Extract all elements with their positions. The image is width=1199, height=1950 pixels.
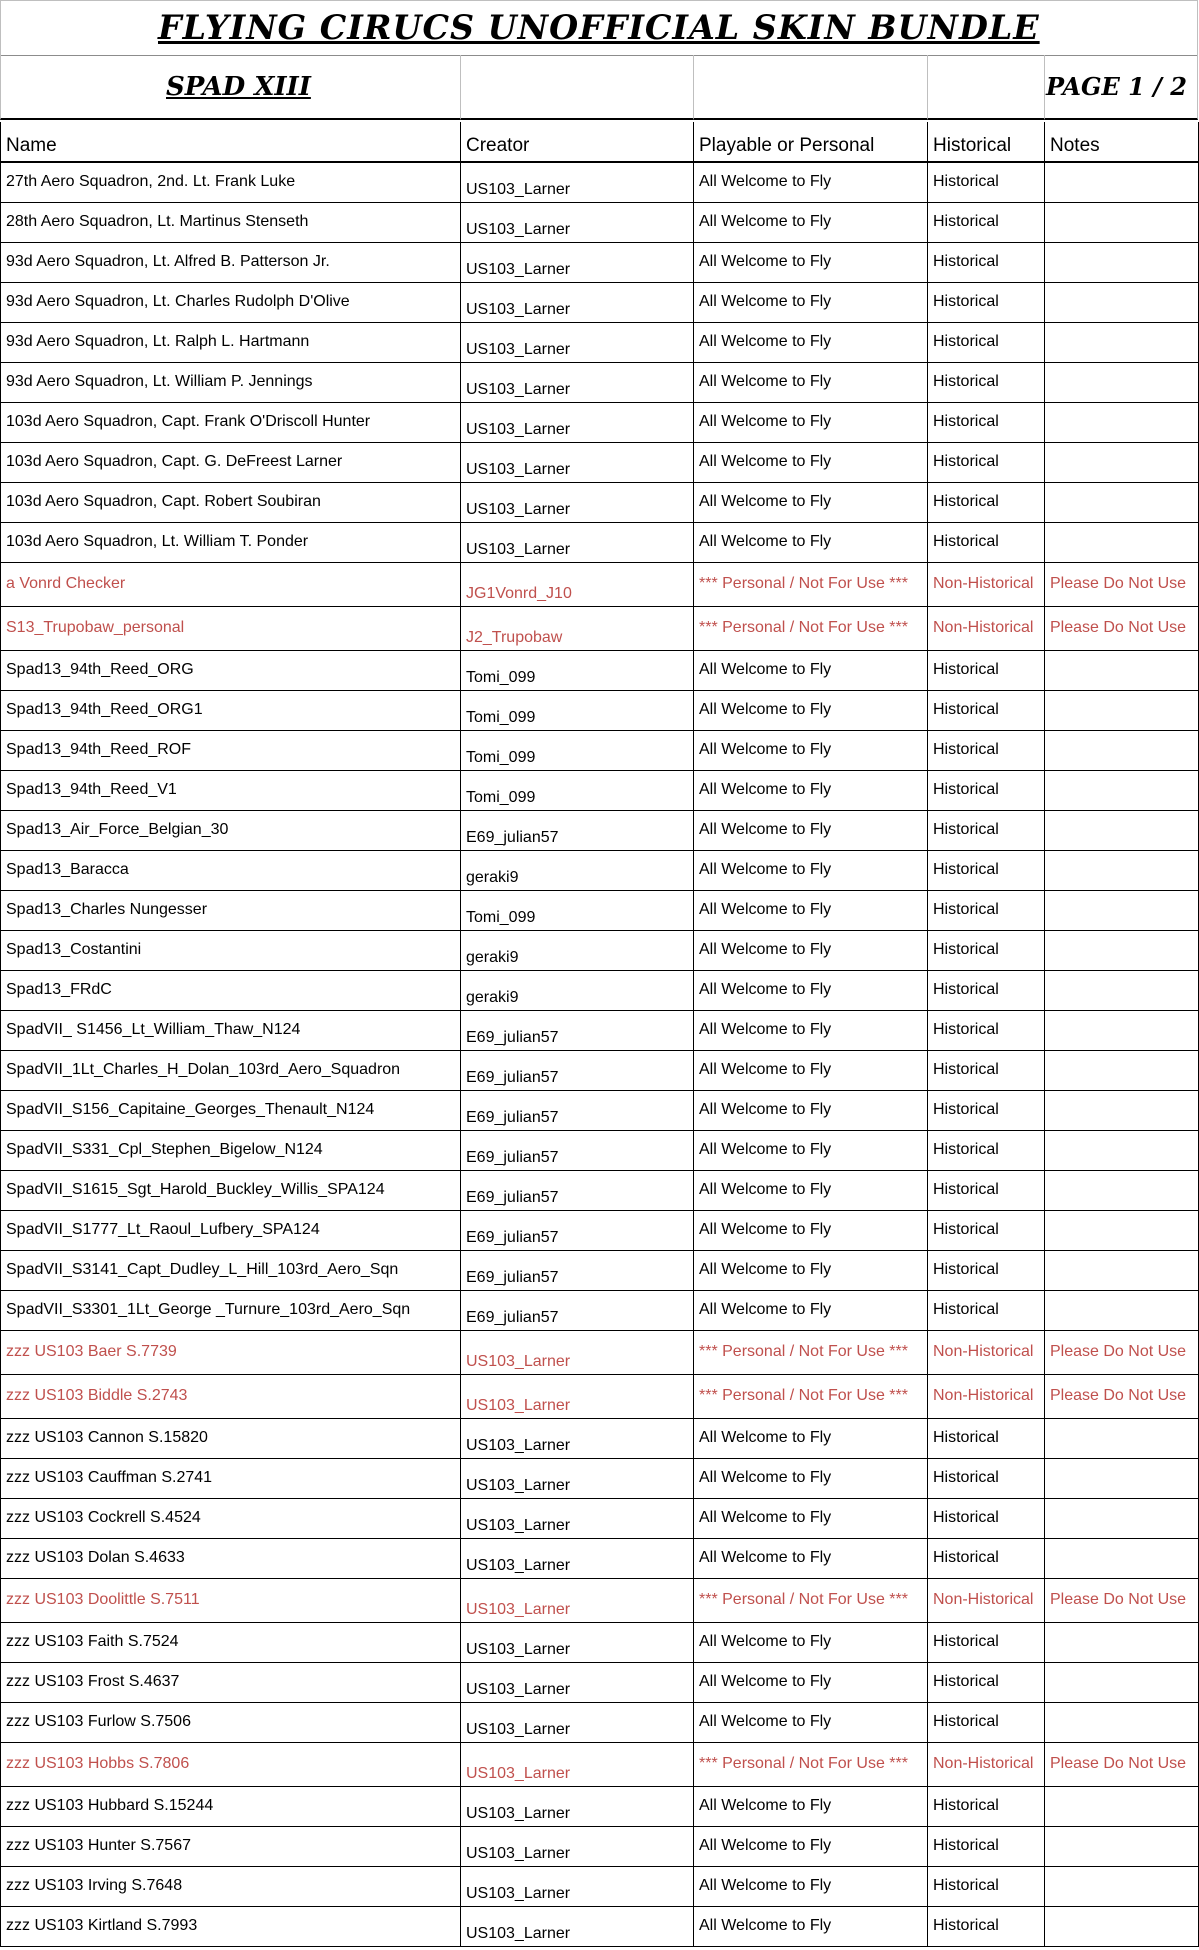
cell-name: 93d Aero Squadron, Lt. Ralph L. Hartmann <box>1 322 461 362</box>
table-row <box>1 1374 1199 1418</box>
table-row <box>1 1330 1199 1374</box>
cell-historical: Historical <box>928 362 1045 402</box>
cell-creator: US103_Larner <box>461 162 694 202</box>
cell-creator: US103_Larner <box>461 1702 694 1742</box>
cell-name: 93d Aero Squadron, Lt. William P. Jennings <box>1 362 461 402</box>
table-row <box>1 162 1199 202</box>
cell-playable: *** Personal / Not For Use *** <box>694 1374 928 1418</box>
cell-notes: Please Do Not Use <box>1045 1742 1199 1786</box>
cell-notes: Please Do Not Use <box>1045 1374 1199 1418</box>
cell-name: 93d Aero Squadron, Lt. Alfred B. Patterson Jr. <box>1 242 461 282</box>
cell-creator: geraki9 <box>461 970 694 1010</box>
cell-notes <box>1045 1130 1199 1170</box>
cell-name: SpadVII_S1615_Sgt_Harold_Buckley_Willis_SPA124 <box>1 1170 461 1210</box>
cell-playable: All Welcome to Fly <box>694 730 928 770</box>
cell-playable: All Welcome to Fly <box>694 162 928 202</box>
cell-creator: US103_Larner <box>461 1538 694 1578</box>
cell-name: zzz US103 Irving S.7648 <box>1 1866 461 1906</box>
cell-playable: All Welcome to Fly <box>694 1250 928 1290</box>
cell-notes: Please Do Not Use <box>1045 606 1199 650</box>
cell-name: SpadVII_S156_Capitaine_Georges_Thenault_N124 <box>1 1090 461 1130</box>
cell-name: 93d Aero Squadron, Lt. Charles Rudolph D'Olive <box>1 282 461 322</box>
table-row <box>1 1458 1199 1498</box>
cell-notes <box>1045 242 1199 282</box>
cell-historical: Historical <box>928 1130 1045 1170</box>
cell-notes <box>1045 522 1199 562</box>
table-row <box>1 402 1199 442</box>
cell-historical: Historical <box>928 1458 1045 1498</box>
cell-historical: Historical <box>928 1826 1045 1866</box>
column-header-notes: Notes <box>1045 122 1199 162</box>
cell-name: 103d Aero Squadron, Lt. William T. Ponder <box>1 522 461 562</box>
cell-name: SpadVII_S3141_Capt_Dudley_L_Hill_103rd_Aero_Sqn <box>1 1250 461 1290</box>
cell-notes <box>1045 1418 1199 1458</box>
cell-creator: US103_Larner <box>461 1662 694 1702</box>
page-number: PAGE 1 / 2 <box>1046 72 1187 101</box>
table-row <box>1 1538 1199 1578</box>
table-row <box>1 970 1199 1010</box>
column-header-historical: Historical <box>928 122 1045 162</box>
cell-notes <box>1045 482 1199 522</box>
page-number-cell <box>1045 55 1198 120</box>
cell-creator: E69_julian57 <box>461 1290 694 1330</box>
cell-creator: US103_Larner <box>461 522 694 562</box>
table-row <box>1 1130 1199 1170</box>
cell-notes <box>1045 1622 1199 1662</box>
table-row <box>1 442 1199 482</box>
table-row <box>1 810 1199 850</box>
cell-notes <box>1045 1458 1199 1498</box>
cell-name: 103d Aero Squadron, Capt. Robert Soubiran <box>1 482 461 522</box>
cell-playable: All Welcome to Fly <box>694 650 928 690</box>
table-row <box>1 242 1199 282</box>
empty-cell <box>694 55 928 120</box>
cell-creator: E69_julian57 <box>461 810 694 850</box>
table-row <box>1 1290 1199 1330</box>
cell-playable: All Welcome to Fly <box>694 1498 928 1538</box>
cell-name: Spad13_Charles Nungesser <box>1 890 461 930</box>
cell-notes <box>1045 442 1199 482</box>
table-row <box>1 1742 1199 1786</box>
subtitle-row <box>0 55 1198 120</box>
cell-creator: US103_Larner <box>461 242 694 282</box>
empty-cell <box>461 55 694 120</box>
cell-name: S13_Trupobaw_personal <box>1 606 461 650</box>
cell-playable: All Welcome to Fly <box>694 1130 928 1170</box>
cell-name: 103d Aero Squadron, Capt. G. DeFreest Larner <box>1 442 461 482</box>
cell-name: Spad13_94th_Reed_ROF <box>1 730 461 770</box>
cell-creator: E69_julian57 <box>461 1130 694 1170</box>
cell-notes <box>1045 890 1199 930</box>
cell-notes <box>1045 1010 1199 1050</box>
cell-playable: All Welcome to Fly <box>694 970 928 1010</box>
cell-historical: Historical <box>928 442 1045 482</box>
cell-creator: US103_Larner <box>461 482 694 522</box>
cell-name: zzz US103 Hunter S.7567 <box>1 1826 461 1866</box>
cell-playable: *** Personal / Not For Use *** <box>694 606 928 650</box>
cell-creator: US103_Larner <box>461 1742 694 1786</box>
cell-playable: All Welcome to Fly <box>694 1210 928 1250</box>
table-row <box>1 1210 1199 1250</box>
cell-creator: US103_Larner <box>461 1418 694 1458</box>
table-row <box>1 1866 1199 1906</box>
cell-historical: Non-Historical <box>928 1742 1045 1786</box>
table-row <box>1 1826 1199 1866</box>
column-header-playable: Playable or Personal <box>694 122 928 162</box>
table-row <box>1 770 1199 810</box>
cell-notes <box>1045 810 1199 850</box>
cell-playable: All Welcome to Fly <box>694 402 928 442</box>
cell-historical: Historical <box>928 1662 1045 1702</box>
cell-name: zzz US103 Biddle S.2743 <box>1 1374 461 1418</box>
cell-historical: Historical <box>928 1210 1045 1250</box>
cell-historical: Historical <box>928 1538 1045 1578</box>
cell-historical: Historical <box>928 242 1045 282</box>
cell-notes <box>1045 730 1199 770</box>
cell-notes <box>1045 1826 1199 1866</box>
table-row <box>1 1050 1199 1090</box>
header-row <box>1 122 1199 162</box>
column-header-name: Name <box>1 122 461 162</box>
table-row <box>1 362 1199 402</box>
cell-name: SpadVII_ S1456_Lt_William_Thaw_N124 <box>1 1010 461 1050</box>
cell-playable: All Welcome to Fly <box>694 1786 928 1826</box>
cell-playable: All Welcome to Fly <box>694 1418 928 1458</box>
cell-playable: All Welcome to Fly <box>694 890 928 930</box>
cell-creator: US103_Larner <box>461 1866 694 1906</box>
cell-name: Spad13_94th_Reed_ORG1 <box>1 690 461 730</box>
cell-creator: US103_Larner <box>461 1906 694 1946</box>
cell-historical: Historical <box>928 850 1045 890</box>
cell-playable: All Welcome to Fly <box>694 1170 928 1210</box>
cell-name: SpadVII_S1777_Lt_Raoul_Lufbery_SPA124 <box>1 1210 461 1250</box>
cell-creator: E69_julian57 <box>461 1250 694 1290</box>
cell-historical: Historical <box>928 1906 1045 1946</box>
table-row <box>1 850 1199 890</box>
cell-historical: Historical <box>928 1290 1045 1330</box>
cell-playable: All Welcome to Fly <box>694 1458 928 1498</box>
cell-playable: *** Personal / Not For Use *** <box>694 562 928 606</box>
cell-playable: *** Personal / Not For Use *** <box>694 1578 928 1622</box>
cell-historical: Historical <box>928 1702 1045 1742</box>
cell-historical: Historical <box>928 810 1045 850</box>
cell-historical: Non-Historical <box>928 562 1045 606</box>
cell-name: Spad13_Costantini <box>1 930 461 970</box>
cell-notes <box>1045 770 1199 810</box>
cell-historical: Historical <box>928 1170 1045 1210</box>
cell-notes <box>1045 1210 1199 1250</box>
table-row <box>1 562 1199 606</box>
cell-notes <box>1045 930 1199 970</box>
table-row <box>1 650 1199 690</box>
cell-name: zzz US103 Frost S.4637 <box>1 1662 461 1702</box>
table-body <box>1 162 1199 1946</box>
cell-playable: All Welcome to Fly <box>694 362 928 402</box>
table-row <box>1 930 1199 970</box>
cell-notes <box>1045 162 1199 202</box>
cell-playable: All Welcome to Fly <box>694 1702 928 1742</box>
cell-historical: Historical <box>928 690 1045 730</box>
skin-table <box>0 122 1199 1947</box>
cell-historical: Historical <box>928 890 1045 930</box>
table-row <box>1 1170 1199 1210</box>
cell-notes <box>1045 850 1199 890</box>
cell-creator: US103_Larner <box>461 1826 694 1866</box>
cell-creator: US103_Larner <box>461 402 694 442</box>
cell-name: zzz US103 Furlow S.7506 <box>1 1702 461 1742</box>
cell-creator: geraki9 <box>461 850 694 890</box>
cell-notes <box>1045 1090 1199 1130</box>
cell-playable: All Welcome to Fly <box>694 482 928 522</box>
cell-historical: Historical <box>928 770 1045 810</box>
cell-notes <box>1045 650 1199 690</box>
table-row <box>1 1010 1199 1050</box>
cell-creator: US103_Larner <box>461 282 694 322</box>
cell-creator: US103_Larner <box>461 1330 694 1374</box>
cell-historical: Historical <box>928 522 1045 562</box>
cell-name: 27th Aero Squadron, 2nd. Lt. Frank Luke <box>1 162 461 202</box>
cell-playable: All Welcome to Fly <box>694 1538 928 1578</box>
cell-creator: Tomi_099 <box>461 730 694 770</box>
cell-creator: US103_Larner <box>461 1498 694 1538</box>
cell-creator: US103_Larner <box>461 1786 694 1826</box>
cell-historical: Historical <box>928 1622 1045 1662</box>
table-row <box>1 202 1199 242</box>
cell-playable: All Welcome to Fly <box>694 810 928 850</box>
cell-name: a Vonrd Checker <box>1 562 461 606</box>
cell-playable: *** Personal / Not For Use *** <box>694 1330 928 1374</box>
title-row <box>0 0 1198 56</box>
cell-playable: All Welcome to Fly <box>694 690 928 730</box>
document-title: FLYING CIRUCS UNOFFICIAL SKIN BUNDLE <box>158 8 1040 48</box>
cell-name: SpadVII_1Lt_Charles_H_Dolan_103rd_Aero_Squadron <box>1 1050 461 1090</box>
cell-notes <box>1045 202 1199 242</box>
cell-historical: Historical <box>928 1090 1045 1130</box>
cell-notes: Please Do Not Use <box>1045 1330 1199 1374</box>
cell-playable: All Welcome to Fly <box>694 1826 928 1866</box>
table-row <box>1 1786 1199 1826</box>
cell-creator: Tomi_099 <box>461 890 694 930</box>
cell-playable: All Welcome to Fly <box>694 322 928 362</box>
table-row <box>1 1906 1199 1946</box>
cell-creator: E69_julian57 <box>461 1050 694 1090</box>
cell-notes <box>1045 1170 1199 1210</box>
cell-playable: All Welcome to Fly <box>694 1290 928 1330</box>
cell-notes <box>1045 1498 1199 1538</box>
cell-playable: *** Personal / Not For Use *** <box>694 1742 928 1786</box>
cell-creator: Tomi_099 <box>461 770 694 810</box>
cell-notes: Please Do Not Use <box>1045 1578 1199 1622</box>
cell-playable: All Welcome to Fly <box>694 1622 928 1662</box>
cell-creator: E69_julian57 <box>461 1170 694 1210</box>
cell-creator: geraki9 <box>461 930 694 970</box>
table-row <box>1 1622 1199 1662</box>
cell-name: zzz US103 Cockrell S.4524 <box>1 1498 461 1538</box>
cell-historical: Historical <box>928 482 1045 522</box>
cell-playable: All Welcome to Fly <box>694 442 928 482</box>
cell-name: 103d Aero Squadron, Capt. Frank O'Driscoll Hunter <box>1 402 461 442</box>
cell-creator: E69_julian57 <box>461 1210 694 1250</box>
aircraft-cell <box>0 55 461 120</box>
cell-creator: E69_julian57 <box>461 1090 694 1130</box>
cell-notes <box>1045 690 1199 730</box>
column-header-creator: Creator <box>461 122 694 162</box>
cell-name: zzz US103 Faith S.7524 <box>1 1622 461 1662</box>
cell-creator: JG1Vonrd_J10 <box>461 562 694 606</box>
table-row <box>1 1662 1199 1702</box>
cell-playable: All Welcome to Fly <box>694 522 928 562</box>
cell-historical: Non-Historical <box>928 1374 1045 1418</box>
cell-creator: Tomi_099 <box>461 690 694 730</box>
cell-notes <box>1045 1786 1199 1826</box>
cell-historical: Historical <box>928 930 1045 970</box>
cell-playable: All Welcome to Fly <box>694 930 928 970</box>
table-row <box>1 482 1199 522</box>
cell-historical: Historical <box>928 1498 1045 1538</box>
cell-historical: Historical <box>928 1010 1045 1050</box>
cell-notes <box>1045 362 1199 402</box>
cell-name: 28th Aero Squadron, Lt. Martinus Stenseth <box>1 202 461 242</box>
cell-playable: All Welcome to Fly <box>694 1090 928 1130</box>
cell-name: zzz US103 Hubbard S.15244 <box>1 1786 461 1826</box>
table-row <box>1 522 1199 562</box>
cell-name: zzz US103 Cannon S.15820 <box>1 1418 461 1458</box>
table-row <box>1 1418 1199 1458</box>
cell-historical: Historical <box>928 1250 1045 1290</box>
cell-playable: All Welcome to Fly <box>694 1010 928 1050</box>
cell-name: Spad13_FRdC <box>1 970 461 1010</box>
cell-creator: US103_Larner <box>461 1578 694 1622</box>
cell-name: zzz US103 Dolan S.4633 <box>1 1538 461 1578</box>
cell-name: zzz US103 Doolittle S.7511 <box>1 1578 461 1622</box>
cell-name: SpadVII_S331_Cpl_Stephen_Bigelow_N124 <box>1 1130 461 1170</box>
cell-notes <box>1045 1906 1199 1946</box>
cell-historical: Non-Historical <box>928 606 1045 650</box>
cell-notes <box>1045 322 1199 362</box>
cell-creator: US103_Larner <box>461 1458 694 1498</box>
empty-cell <box>928 55 1045 120</box>
cell-historical: Historical <box>928 730 1045 770</box>
cell-creator: US103_Larner <box>461 1622 694 1662</box>
cell-historical: Historical <box>928 650 1045 690</box>
cell-playable: All Welcome to Fly <box>694 282 928 322</box>
cell-notes <box>1045 402 1199 442</box>
cell-playable: All Welcome to Fly <box>694 1906 928 1946</box>
cell-name: zzz US103 Cauffman S.2741 <box>1 1458 461 1498</box>
cell-historical: Historical <box>928 1786 1045 1826</box>
cell-notes <box>1045 1250 1199 1290</box>
cell-playable: All Welcome to Fly <box>694 1662 928 1702</box>
cell-playable: All Welcome to Fly <box>694 202 928 242</box>
cell-creator: Tomi_099 <box>461 650 694 690</box>
cell-playable: All Welcome to Fly <box>694 1050 928 1090</box>
cell-historical: Historical <box>928 1866 1045 1906</box>
cell-creator: J2_Trupobaw <box>461 606 694 650</box>
cell-creator: US103_Larner <box>461 202 694 242</box>
cell-historical: Historical <box>928 322 1045 362</box>
table-row <box>1 1578 1199 1622</box>
cell-historical: Non-Historical <box>928 1330 1045 1374</box>
table-row <box>1 690 1199 730</box>
cell-creator: E69_julian57 <box>461 1010 694 1050</box>
cell-historical: Non-Historical <box>928 1578 1045 1622</box>
cell-name: Spad13_94th_Reed_V1 <box>1 770 461 810</box>
cell-name: zzz US103 Baer S.7739 <box>1 1330 461 1374</box>
cell-historical: Historical <box>928 402 1045 442</box>
table-row <box>1 1498 1199 1538</box>
cell-creator: US103_Larner <box>461 362 694 402</box>
cell-playable: All Welcome to Fly <box>694 1866 928 1906</box>
cell-historical: Historical <box>928 1418 1045 1458</box>
table-row <box>1 1090 1199 1130</box>
table-row <box>1 322 1199 362</box>
cell-historical: Historical <box>928 1050 1045 1090</box>
table-row <box>1 890 1199 930</box>
cell-notes: Please Do Not Use <box>1045 562 1199 606</box>
table-row <box>1 1702 1199 1742</box>
cell-notes <box>1045 282 1199 322</box>
cell-historical: Historical <box>928 282 1045 322</box>
cell-notes <box>1045 1290 1199 1330</box>
cell-creator: US103_Larner <box>461 322 694 362</box>
table-row <box>1 730 1199 770</box>
cell-name: zzz US103 Kirtland S.7993 <box>1 1906 461 1946</box>
cell-name: Spad13_Baracca <box>1 850 461 890</box>
cell-name: Spad13_Air_Force_Belgian_30 <box>1 810 461 850</box>
cell-historical: Historical <box>928 202 1045 242</box>
cell-historical: Historical <box>928 162 1045 202</box>
cell-name: Spad13_94th_Reed_ORG <box>1 650 461 690</box>
cell-notes <box>1045 1702 1199 1742</box>
cell-creator: US103_Larner <box>461 1374 694 1418</box>
cell-playable: All Welcome to Fly <box>694 242 928 282</box>
cell-notes <box>1045 1538 1199 1578</box>
cell-notes <box>1045 1866 1199 1906</box>
cell-creator: US103_Larner <box>461 442 694 482</box>
cell-name: zzz US103 Hobbs S.7806 <box>1 1742 461 1786</box>
cell-notes <box>1045 970 1199 1010</box>
table-row <box>1 282 1199 322</box>
table-row <box>1 1250 1199 1290</box>
cell-playable: All Welcome to Fly <box>694 770 928 810</box>
cell-playable: All Welcome to Fly <box>694 850 928 890</box>
aircraft-label: SPAD XIII <box>166 71 311 102</box>
cell-historical: Historical <box>928 970 1045 1010</box>
cell-name: SpadVII_S3301_1Lt_George _Turnure_103rd_Aero_Sqn <box>1 1290 461 1330</box>
table-row <box>1 606 1199 650</box>
cell-notes <box>1045 1662 1199 1702</box>
cell-notes <box>1045 1050 1199 1090</box>
